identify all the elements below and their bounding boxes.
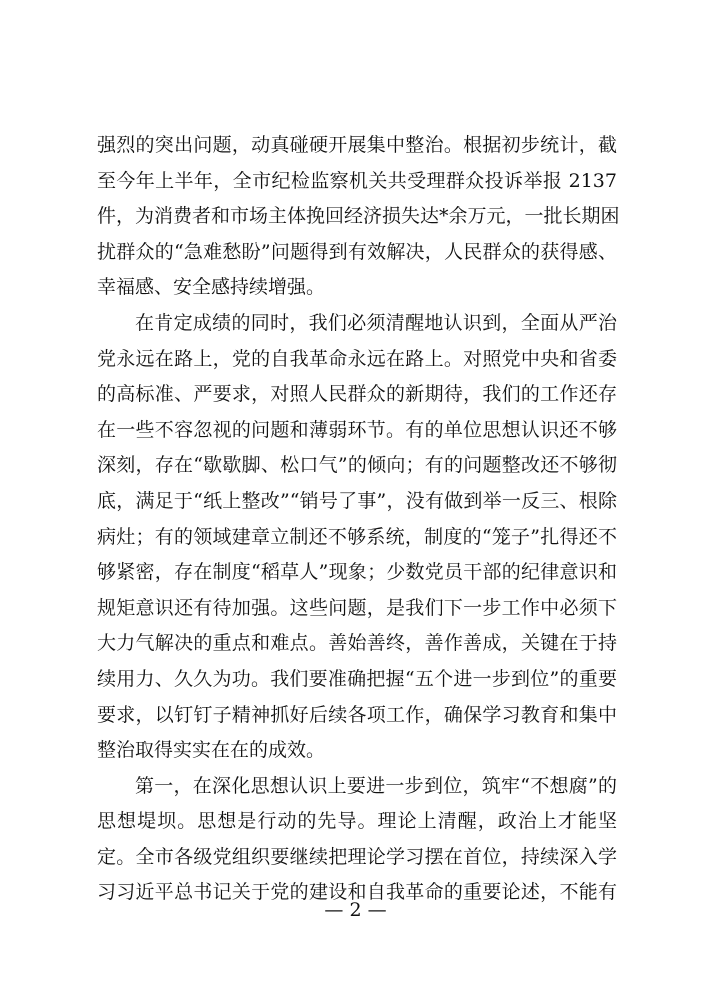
text-line: 底，满足于“纸上整改”“销号了事”，没有做到举一反三、根除 [97,489,617,512]
text-line: 定。全市各级党组织要继续把理论学习摆在首位，持续深入学 [97,845,617,868]
text-line: 整治取得实实在在的成效。 [97,739,326,762]
text-line: 要求，以钉钉子精神抓好后续各项工作，确保学习教育和集中 [97,703,617,726]
text-line: 在一些不容忽视的问题和薄弱环节。有的单位思想认识还不够 [97,418,617,441]
text-line: 习习近平总书记关于党的建设和自我革命的重要论述，不能有 [97,881,617,904]
text-line: 够紧密，存在制度“稻草人”现象；少数党员干部的纪律意识和 [97,561,617,584]
text-line: 扰群众的“急难愁盼”问题得到有效解决，人民群众的获得感、 [97,240,617,263]
text-line: 病灶；有的领域建章立制还不够系统，制度的“笼子”扎得还不 [97,525,617,548]
page-number: — 2 — [324,899,387,921]
text-line: 件，为消费者和市场主体挽回经济损失达*余万元，一批长期困 [97,205,620,228]
text-line: 幸福感、安全感持续增强。 [97,276,326,299]
text-line: 党永远在路上，党的自我革命永远在路上。对照党中央和省委 [97,347,617,370]
text-line: 至今年上半年，全市纪检监察机关共受理群众投诉举报 2137 [97,169,617,192]
body-text [97,128,620,911]
text-line: 深刻，存在“歇歇脚、松口气”的倾向；有的问题整改还不够彻 [97,454,617,477]
text-line: 第一，在深化思想认识上要进一步到位，筑牢“不想腐”的 [135,774,617,797]
text-line: 续用力、久久为功。我们要准确把握“五个进一步到位”的重要 [97,667,617,690]
text-line: 在肯定成绩的同时，我们必须清醒地认识到，全面从严治 [135,311,617,334]
text-line: 强烈的突出问题，动真碰硬开展集中整治。根据初步统计，截 [97,134,617,156]
text-line: 规矩意识还有待加强。这些问题，是我们下一步工作中必须下 [97,596,617,619]
text-line: 的高标准、严要求，对照人民群众的新期待，我们的工作还存 [97,383,617,406]
text-line: 思想堤坝。思想是行动的先导。理论上清醒，政治上才能坚 [97,810,617,833]
text-line: 大力气解决的重点和难点。善始善终，善作善成，关键在于持 [97,632,617,655]
